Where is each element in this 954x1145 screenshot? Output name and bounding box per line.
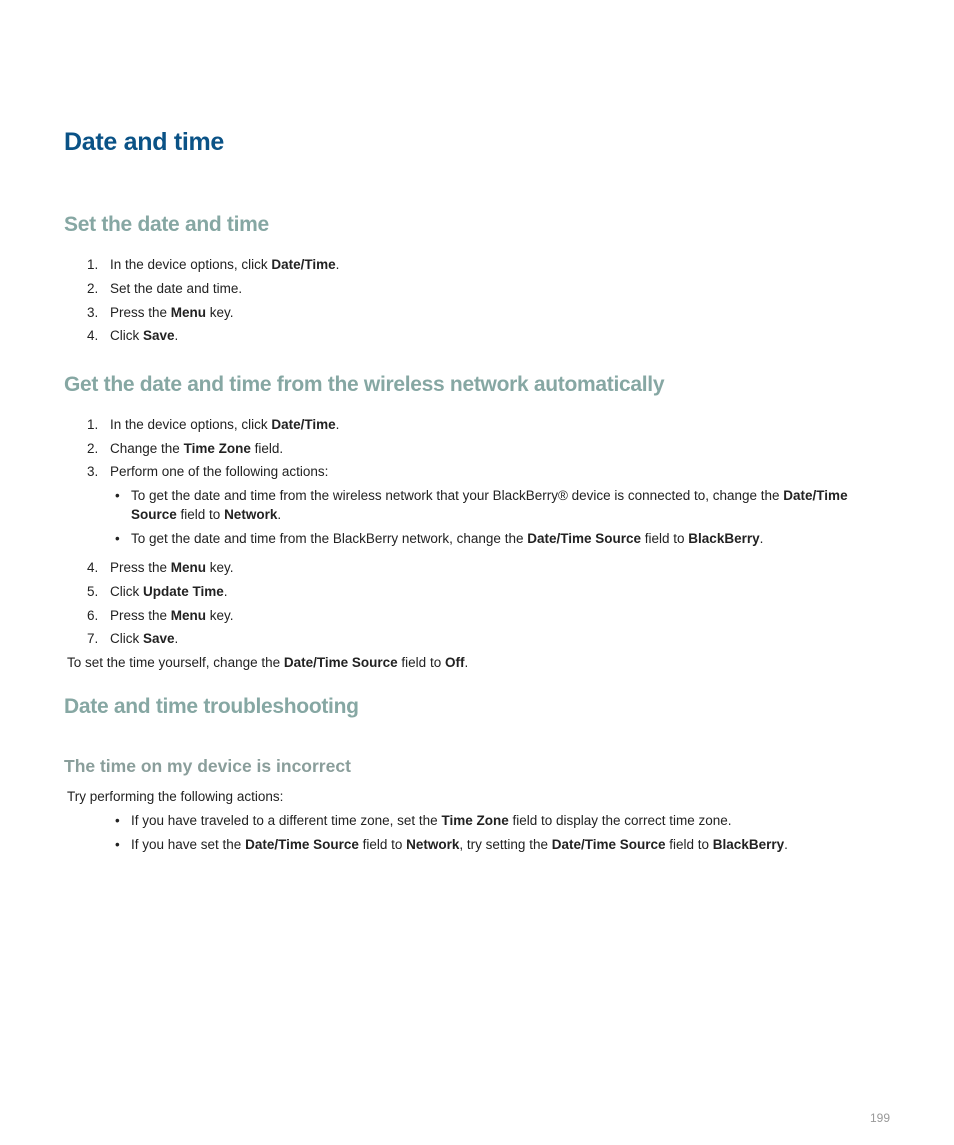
step-number: 5. [87, 584, 99, 599]
bullet-text: To get the date and time from the BlackBerry network, change the Date/Time Source field to BlackBerry. [131, 531, 764, 546]
step-text: Click Save. [110, 631, 179, 646]
step-number: 4. [87, 328, 99, 343]
step-text: Press the Menu key. [110, 305, 234, 320]
section-heading-network-time: Get the date and time from the wireless network automatically [64, 373, 665, 396]
step-number: 4. [87, 560, 99, 575]
intro-text: Try performing the following actions: [67, 789, 284, 804]
step-text: In the device options, click Date/Time. [110, 257, 340, 272]
step-number: 6. [87, 608, 99, 623]
step-number: 3. [87, 305, 99, 320]
bullet-text: If you have set the Date/Time Source field to Network, try setting the Date/Time Source field to BlackBerry. [131, 837, 788, 852]
bullet-text-continued: Source field to Network. [131, 507, 282, 522]
section-heading-set-date-time: Set the date and time [64, 213, 269, 236]
step-text: Press the Menu key. [110, 560, 234, 575]
step-number: 2. [87, 281, 99, 296]
note-text: To set the time yourself, change the Date/Time Source field to Off. [67, 655, 469, 670]
section-heading-troubleshooting: Date and time troubleshooting [64, 695, 359, 718]
step-text: Press the Menu key. [110, 608, 234, 623]
step-number: 7. [87, 631, 99, 646]
step-text: Click Update Time. [110, 584, 228, 599]
step-number: 3. [87, 464, 99, 479]
bullet-marker: • [115, 813, 120, 828]
step-number: 1. [87, 417, 99, 432]
step-number: 1. [87, 257, 99, 272]
bullet-marker: • [115, 837, 120, 852]
step-number: 2. [87, 441, 99, 456]
step-text: Change the Time Zone field. [110, 441, 284, 456]
step-text: Perform one of the following actions: [110, 464, 329, 479]
bullet-marker: • [115, 531, 120, 546]
step-text: Set the date and time. [110, 281, 243, 296]
subsection-heading-incorrect-time: The time on my device is incorrect [64, 756, 351, 776]
step-text: In the device options, click Date/Time. [110, 417, 340, 432]
page-number: 199 [869, 1111, 890, 1125]
bullet-text: If you have traveled to a different time zone, set the Time Zone field to display the correct time zone. [131, 813, 732, 828]
bullet-text: To get the date and time from the wireless network that your BlackBerry® device is connected to, change the Date/Time [131, 488, 848, 503]
page-title: Date and time [64, 128, 225, 156]
bullet-marker: • [115, 488, 120, 503]
step-text: Click Save. [110, 328, 179, 343]
